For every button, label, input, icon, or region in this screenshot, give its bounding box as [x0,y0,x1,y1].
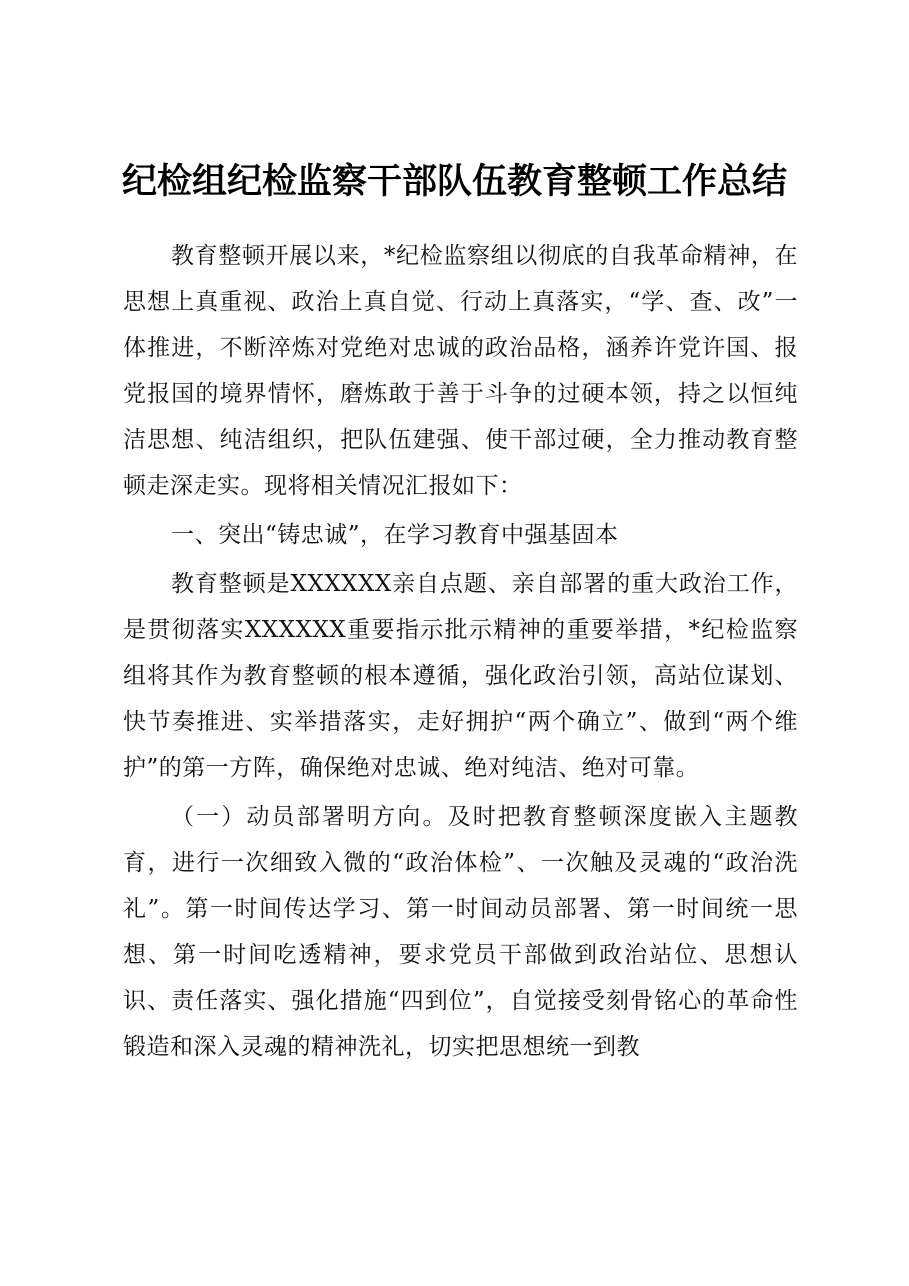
paragraph-subsection-1: （一）动员部署明方向。及时把教育整顿深度嵌入主题教育，进行一次细致入微的“政治体检”、一次触及灵魂的“政治洗礼”。第一时间传达学习、第一时间动员部署、第一时间统一思想、第一时间吃透精神，要求党员干部做到政治站位、思想认识、责任落实、强化措施“四到位”，自觉接受刻骨铭心的革命性锻造和深入灵魂的精神洗礼，切实把思想统一到教 [123,804,798,1060]
paragraph-intro: 教育整顿开展以来，*纪检监察组以彻底的自我革命精神，在思想上真重视、政治上真自觉、行动上真落实，“学、查、改”一体推进，不断淬炼对党绝对忠诚的政治品格，涵养许党许国、报党报国的境界情怀，磨炼敢于善于斗争的过硬本领，持之以恒纯洁思想、纯洁组织，把队伍建强、使干部过硬，全力推动教育整顿走深走实。现将相关情况汇报如下： [123,243,798,499]
paragraph-section-1: 教育整顿是XXXXXX亲自点题、亲自部署的重大政治工作，是贯彻落实XXXXXX重要指示批示精神的重要举措，*纪检监察组将其作为教育整顿的根本遵循，强化政治引领，高站位谋划、快节奏推进、实举措落实，走好拥护“两个确立”、做到“两个维护”的第一方阵，确保绝对忠诚、绝对纯洁、绝对可靠。 [123,571,798,781]
document-body [123,233,798,1073]
document-title: 纪检组纪检监察干部队伍教育整顿工作总结 [121,161,787,202]
section-heading-1: 一、突出“铸忠诚”，在学习教育中强基固本 [171,522,619,548]
